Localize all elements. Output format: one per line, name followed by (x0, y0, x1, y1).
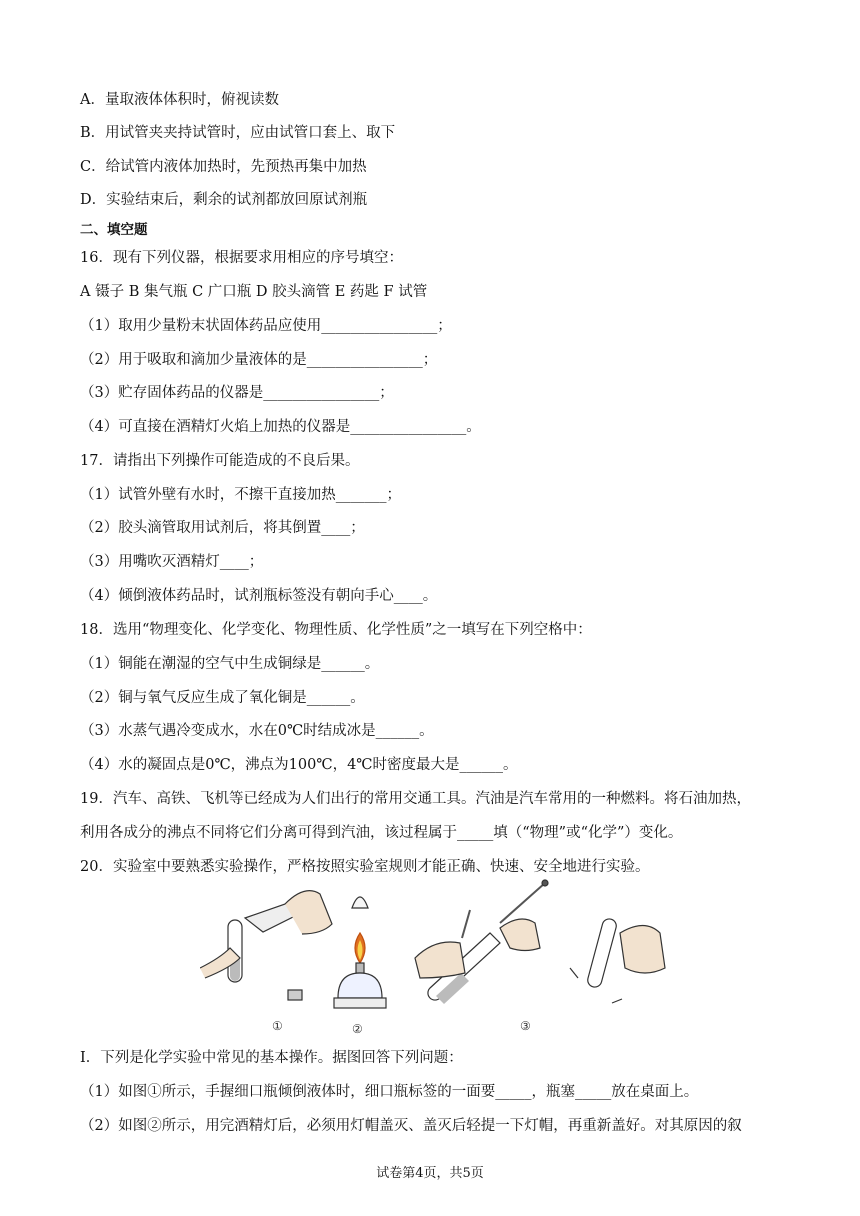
q17-1: （1）试管外壁有水时，不擦干直接加热_______； (80, 487, 401, 503)
q16-4: （4）可直接在酒精灯火焰上加热的仪器是________________。 (80, 419, 481, 435)
figure-label-1: ① (272, 1019, 283, 1033)
option-a: A．量取液体体积时，俯视读数 (80, 92, 279, 108)
q18-4: （4）水的凝固点是0℃，沸点为100℃，4℃时密度最大是______。 (80, 757, 518, 773)
q18-2: （2）铜与氧气反应生成了氧化铜是______。 (80, 690, 365, 706)
q19-line1: 19．汽车、高铁、飞机等已经成为人们出行的常用交通工具。汽油是汽车常用的一种燃料。将石油加热， (80, 791, 751, 807)
part-i-1: （1）如图①所示，手握细口瓶倾倒液体时，细口瓶标签的一面要_____，瓶塞_____放在桌面上。 (80, 1084, 699, 1100)
q18-1: （1）铜能在潮湿的空气中生成铜绿是______。 (80, 656, 380, 672)
q16-options: A 镊子 B 集气瓶 C 广口瓶 D 胶头滴管 E 药匙 F 试管 (80, 284, 428, 300)
q18-3: （3）水蒸气遇冷变成水，水在0℃时结成冰是______。 (80, 723, 434, 739)
section-heading: 二、填空题 (80, 222, 148, 238)
q17-3: （3）用嘴吹灭酒精灯____； (80, 554, 264, 570)
q18-stem: 18．选用“物理变化、化学变化、物理性质、化学性质”之一填写在下列空格中： (80, 622, 592, 638)
option-d: D．实验结束后，剩余的试剂都放回原试剂瓶 (80, 192, 368, 208)
page-footer: 试卷第4页，共5页 (376, 1166, 484, 1181)
pouring-liquid-illustration (200, 891, 332, 1000)
q17-2: （2）胶头滴管取用试剂后，将其倒置____； (80, 520, 365, 536)
part-i-stem: I．下列是化学实验中常见的基本操作。据图回答下列问题： (80, 1050, 463, 1066)
option-c: C．给试管内液体加热时，先预热再集中加热 (80, 159, 367, 175)
q16-2: （2）用于吸取和滴加少量液体的是________________； (80, 352, 438, 368)
test-tube-operation-illustration (415, 880, 665, 1004)
q16-stem: 16．现有下列仪器，根据要求用相应的序号填空： (80, 250, 403, 266)
q17-stem: 17．请指出下列操作可能造成的不良后果。 (80, 453, 360, 469)
q19-line2: 利用各成分的沸点不同将它们分离可得到汽油，该过程属于_____填（“物理”或“化学”）变化。 (80, 825, 683, 841)
q16-1: （1）取用少量粉末状固体药品应使用________________； (80, 318, 452, 334)
figure-label-2: ② (352, 1022, 363, 1036)
q17-4: （4）倾倒液体药品时，试剂瓶标签没有朝向手心____。 (80, 588, 438, 604)
q20-stem: 20．实验室中要熟悉实验操作，严格按照实验室规则才能正确、快速、安全地进行实验。 (80, 859, 650, 875)
option-b: B．用试管夹夹持试管时，应由试管口套上、取下 (80, 125, 396, 141)
figure-label-3: ③ (520, 1019, 531, 1033)
part-i-2: （2）如图②所示，用完酒精灯后，必须用灯帽盖灭、盖灭后轻提一下灯帽，再重新盖好。对其原因的叙 (80, 1118, 742, 1134)
alcohol-lamp-illustration (334, 897, 386, 1008)
lab-operations-figure (200, 878, 670, 1038)
q16-3: （3）贮存固体药品的仪器是________________； (80, 385, 394, 401)
